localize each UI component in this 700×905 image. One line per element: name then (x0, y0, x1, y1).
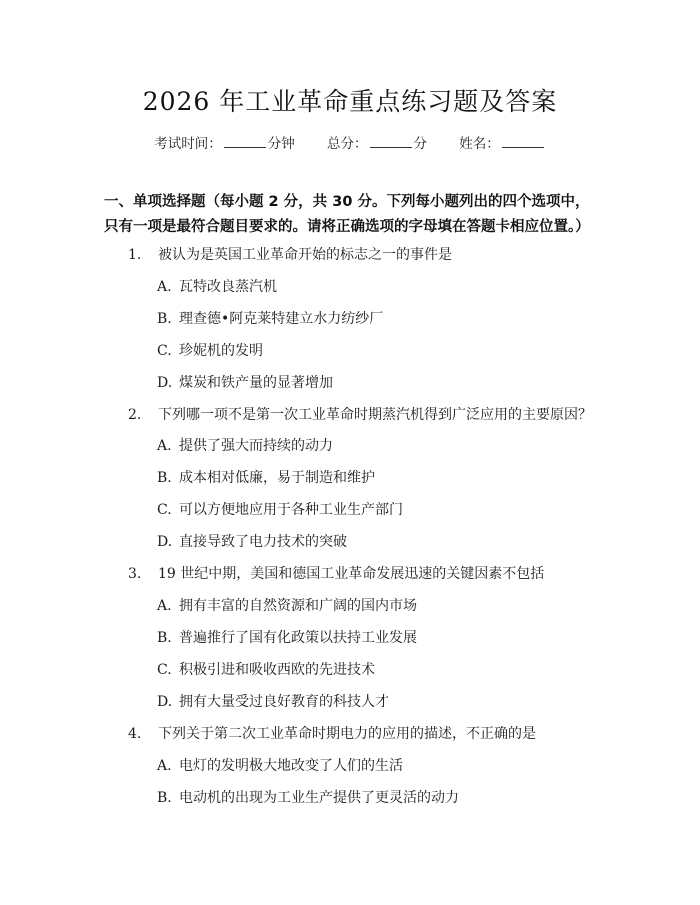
option-3a (157, 595, 417, 615)
option-text: 理查德•阿克莱特建立水力纺纱厂 (179, 311, 384, 327)
option-letter: C. (157, 502, 172, 518)
option-letter: B. (157, 311, 172, 327)
option-3c (157, 659, 375, 679)
total-score-blank (370, 135, 412, 148)
exam-time-unit: 分钟 (267, 136, 295, 152)
question-stem: 下列关于第二次工业革命时期电力的应用的描述，不正确的是 (158, 726, 536, 742)
option-1b (157, 308, 383, 328)
option-4a (157, 755, 403, 775)
exam-time-label: 考试时间： (154, 136, 222, 152)
name-field (459, 132, 546, 152)
question-stem: 19 世纪中期，美国和德国工业革命发展迅速的关键因素不包括 (158, 566, 545, 582)
total-score-label: 总分： (327, 136, 368, 152)
option-1d (157, 372, 333, 392)
option-letter: A. (157, 279, 172, 295)
option-letter: D. (157, 694, 173, 710)
option-text: 拥有大量受过良好教育的科技人才 (179, 694, 389, 710)
option-text: 积极引进和吸收西欧的先进技术 (179, 662, 375, 678)
question-number: 1. (128, 247, 142, 263)
question-1 (128, 244, 452, 264)
option-letter: B. (157, 470, 172, 486)
option-letter: C. (157, 662, 172, 678)
option-text: 提供了强大而持续的动力 (179, 438, 333, 454)
total-score-field (327, 132, 427, 152)
option-2a (157, 435, 333, 455)
option-text: 电动机的出现为工业生产提供了更灵活的动力 (179, 790, 459, 806)
option-letter: C. (157, 343, 172, 359)
option-letter: D. (157, 375, 173, 391)
option-text: 珍妮机的发明 (179, 343, 263, 359)
option-3b (157, 627, 417, 647)
option-letter: B. (157, 790, 172, 806)
option-text: 直接导致了电力技术的突破 (179, 534, 347, 550)
option-text: 成本相对低廉，易于制造和维护 (179, 470, 375, 486)
option-text: 煤炭和铁产量的显著增加 (179, 375, 333, 391)
question-4 (128, 723, 536, 743)
question-2 (128, 404, 592, 424)
exam-time-blank (224, 135, 266, 148)
exam-meta (0, 132, 700, 152)
option-2d (157, 531, 347, 551)
total-score-unit: 分 (413, 136, 427, 152)
option-letter: B. (157, 630, 172, 646)
option-text: 拥有丰富的自然资源和广阔的国内市场 (179, 598, 417, 614)
question-stem: 下列哪一项不是第一次工业革命时期蒸汽机得到广泛应用的主要原因？ (158, 407, 592, 423)
option-1c (157, 340, 263, 360)
option-letter: D. (157, 534, 173, 550)
option-letter: A. (157, 438, 172, 454)
name-label: 姓名： (459, 136, 500, 152)
option-1a (157, 276, 277, 296)
exam-time-field (154, 132, 295, 152)
option-text: 瓦特改良蒸汽机 (179, 279, 277, 295)
question-number: 2. (128, 407, 142, 423)
option-letter: A. (157, 758, 172, 774)
option-2c (157, 499, 403, 519)
question-number: 3. (128, 566, 142, 582)
option-2b (157, 467, 375, 487)
name-blank (502, 135, 544, 148)
option-3d (157, 691, 389, 711)
option-text: 电灯的发明极大地改变了人们的生活 (179, 758, 403, 774)
document-title: 2026 年工业革命重点练习题及答案 (142, 87, 558, 116)
question-number: 4. (128, 726, 142, 742)
option-text: 普遍推行了国有化政策以扶持工业发展 (179, 630, 417, 646)
option-text: 可以方便地应用于各种工业生产部门 (179, 502, 403, 518)
question-3 (128, 563, 544, 583)
section-heading: 一、单项选择题（每小题 2 分，共 30 分。下列每小题列出的四个选项中，只有一项是最符合题目要求的。请将正确选项的字母填在答题卡相应位置。） (104, 194, 590, 235)
question-stem: 被认为是英国工业革命开始的标志之一的事件是 (158, 247, 452, 263)
option-4b (157, 787, 459, 807)
option-letter: A. (157, 598, 172, 614)
